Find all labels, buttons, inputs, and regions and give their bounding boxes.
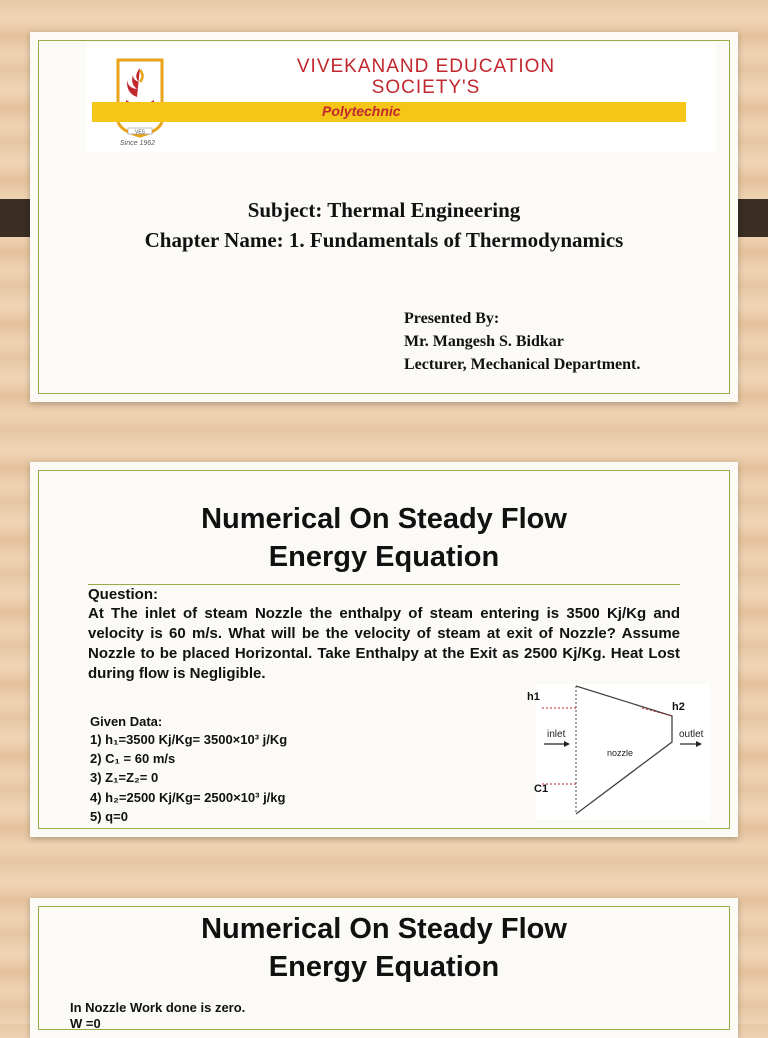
presenter-designation: Lecturer, Mechanical Department. <box>404 356 641 373</box>
label-inlet: inlet <box>547 729 566 740</box>
label-nozzle: nozzle <box>607 748 634 758</box>
institution-banner <box>86 42 716 152</box>
label-c1: C1 <box>534 783 549 795</box>
chapter-title: Chapter Name: 1. Fundamentals of Thermodynamics <box>144 228 624 252</box>
presented-by-label: Presented By: <box>404 310 500 327</box>
question-label: Question: <box>88 586 158 603</box>
polytechnic-band <box>92 102 686 122</box>
slide-heading-line2: Energy Equation <box>268 951 500 983</box>
label-outlet: outlet <box>679 729 704 740</box>
title-slide <box>30 32 738 402</box>
given-item-5: 5) q=0 <box>90 809 128 824</box>
svg-text:VES: VES <box>134 129 146 136</box>
heading-rule <box>88 584 680 585</box>
given-item-3: 3) Z₁=Z₂= 0 <box>90 770 159 785</box>
continuation-slide <box>30 898 738 1038</box>
label-h1: h1 <box>527 691 540 703</box>
slide-heading-line2: Energy Equation <box>268 541 500 573</box>
statement-line-2: W =0 <box>70 1016 101 1031</box>
given-item-1: 1) h₁=3500 Kj/Kg= 3500×10³ j/Kg <box>90 732 288 747</box>
slide-heading-line1: Numerical On Steady Flow <box>201 503 567 535</box>
given-item-4: 4) h₂=2500 Kj/Kg= 2500×10³ j/kg <box>90 790 286 805</box>
since-caption: Since 1962 <box>120 140 156 147</box>
numerical-slide <box>30 462 738 837</box>
institution-name-line1: VIVEKANAND EDUCATION <box>296 56 556 77</box>
nozzle-diagram <box>500 680 710 820</box>
presenter-name: Mr. Mangesh S. Bidkar <box>404 333 564 350</box>
statement-line-1: In Nozzle Work done is zero. <box>70 1000 246 1015</box>
slide-heading-line1: Numerical On Steady Flow <box>201 913 567 945</box>
given-data-label: Given Data: <box>90 714 163 729</box>
label-h2: h2 <box>672 701 685 713</box>
institution-name-line2: SOCIETY'S <box>371 77 481 98</box>
subject-title: Subject: Thermal Engineering <box>247 198 521 222</box>
given-item-2: 2) C₁ = 60 m/s <box>90 751 176 766</box>
polytechnic-label: Polytechnic <box>322 103 401 119</box>
question-text: At The inlet of steam Nozzle the enthalpy of steam entering is 3500 Kj/Kg and velocity is 60 m/s. What will be the velocity of steam at exit of Nozzle? Assume Nozzle to be placed Horizontal. Take Enthalpy at the Exit as 2500 Kj/Kg. Heat Lost during flow is Negligible. <box>88 605 680 682</box>
